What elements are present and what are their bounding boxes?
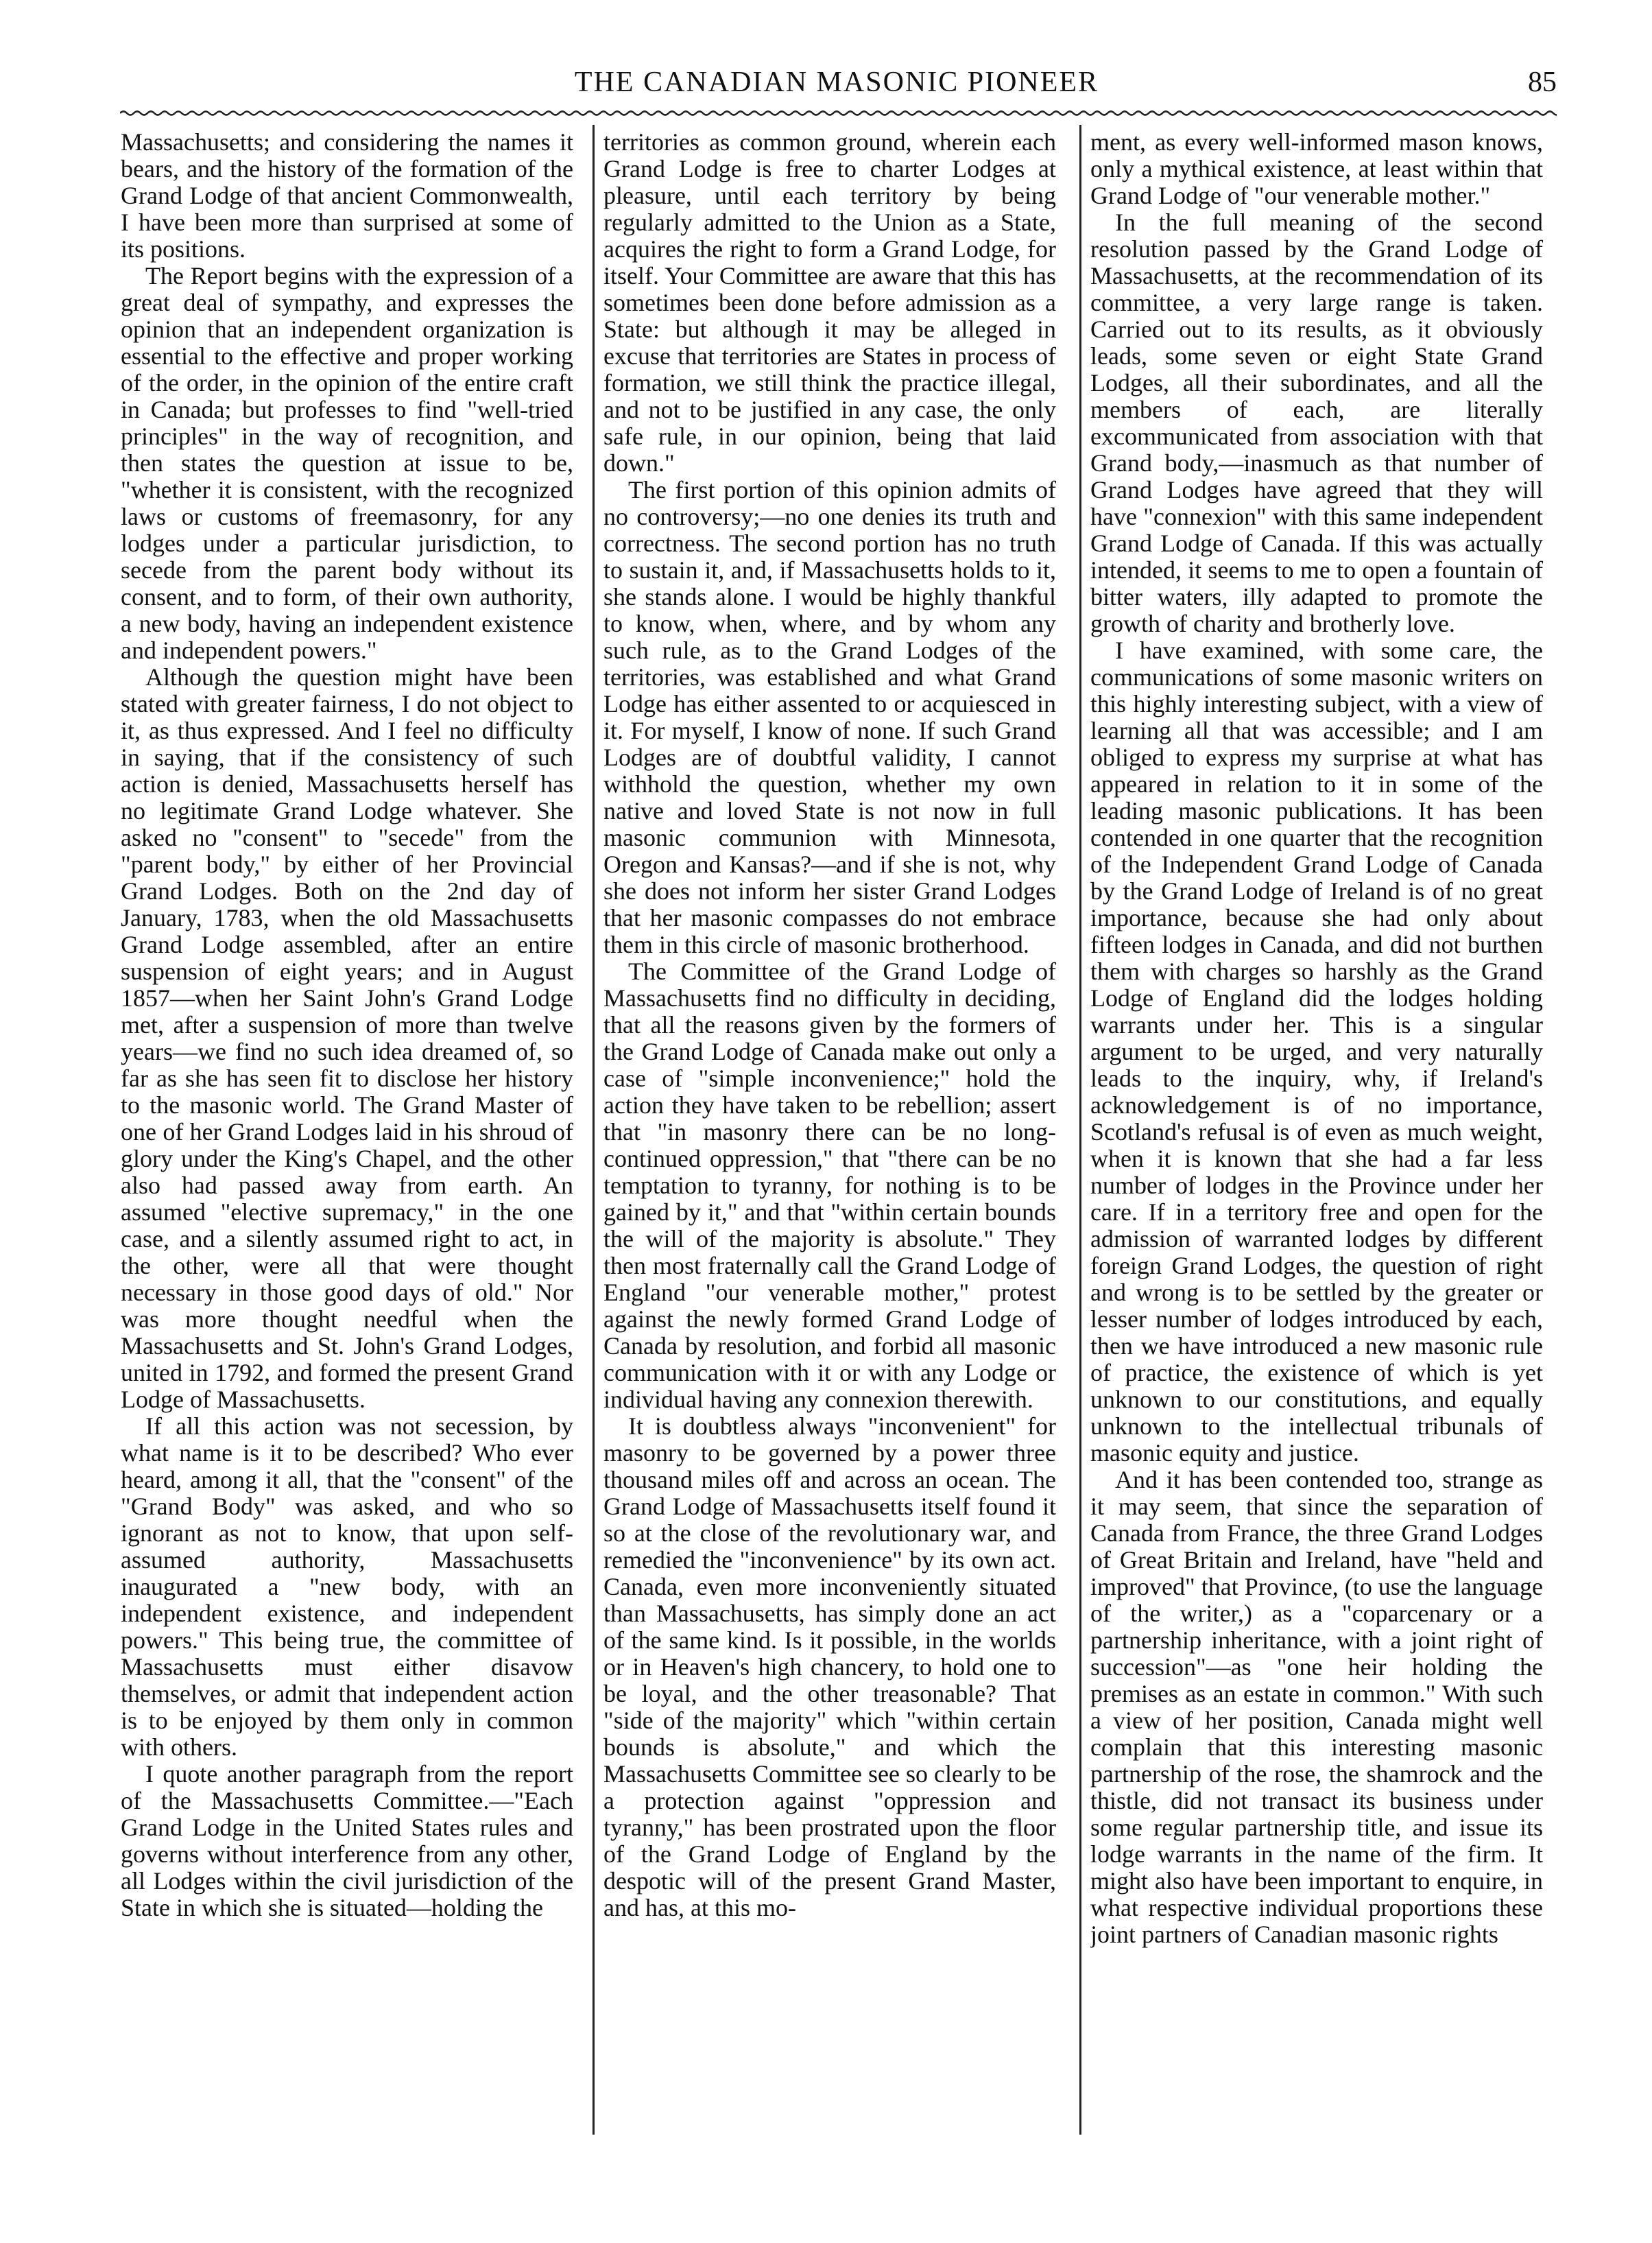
column-middle: [603, 129, 1056, 2142]
column-right: [1090, 129, 1543, 2142]
page-number: 85: [1528, 67, 1557, 98]
wavy-rule: [120, 108, 1557, 118]
paragraph: The first portion of this opinion admits of no controversy;—no one denies its truth and correctness. The second portion has no truth to sustain it, and, if Massachusetts holds to it, she stands alone. I would be highly thankful to know, when, where, and by whom any such rule, as to the Grand Lodges of the territories, was established and what Grand Lodge has either assented to or acquiesced in it. For myself, I know of none. If such Grand Lodges are of doubtful validity, I cannot withhold the question, whether my own native and loved State is not now in full masonic communion with Minnesota, Oregon and Kansas?—and if she is not, why she does not inform her sister Grand Lodges that her masonic compasses do not embrace them in this circle of masonic brotherhood.: [603, 476, 1056, 958]
paragraph: In the full meaning of the second resolution passed by the Grand Lodge of Massachusetts, at the recommendation of its committee, a very large range is taken. Carried out to its results, as it obviously leads, some seven or eight State Grand Lodges, all their subordinates, and all the members of each, are literally excommunicated from association with that Grand body,—inasmuch as that number of Grand Lodges have agreed that they will have "connexion" with this same independent Grand Lodge of Canada. If this was actually intended, it seems to me to open a fountain of bitter waters, illy adapted to promote the growth of charity and brotherly love.: [1090, 209, 1543, 637]
running-title: THE CANADIAN MASONIC PIONEER: [574, 67, 1099, 98]
paragraph: The Report begins with the expression of a great deal of sympathy, and expresses the opinion that an independent organization is essential to the effective and proper working of the order, in the opinion of the entire craft in Canada; but professes to find "well-tried principles" in the way of recognition, and then states the question at issue to be, "whether it is consistent, with the recognized laws or customs of freemasonry, for any lodges under a particular jurisdiction, to secede from the parent body without its consent, and to form, of their own authority, a new body, having an independent existence and independent powers.": [121, 262, 573, 664]
paragraph: Massachusetts; and considering the names it bears, and the history of the formation of the Grand Lodge of that ancient Commonwealth, I have been more than surprised at some of its positions.: [121, 129, 573, 263]
paragraph: If all this action was not secession, by what name is it to be described? Who ever heard, among it all, that the "consent" of the "Grand Body" was asked, and who so ignorant as not to know, that upon self-assumed authority, Massachusetts inaugurated a "new body, with an independent existence, and independent powers." This being true, the committee of Massachusetts must either disavow themselves, or admit that independent action is to be enjoyed by them only in common with others.: [121, 1412, 573, 1761]
column-divider: [592, 125, 595, 2135]
column-left: [121, 129, 573, 2142]
column-divider: [1079, 125, 1081, 2135]
paragraph: I quote another paragraph from the report of the Massachusetts Committee.—"Each Grand Lodge in the United States rules and governs without interference from any other, all Lodges within the civil jurisdiction of the State in which she is situated—holding the: [121, 1760, 573, 1921]
paragraph: It is doubtless always "inconvenient" for masonry to be governed by a power three thousand miles off and across an ocean. The Grand Lodge of Massachusetts itself found it so at the close of the revolutionary war, and remedied the "inconvenience" by its own act. Canada, even more inconveniently situated than Massachusetts, has simply done an act of the same kind. Is it possible, in the worlds or in Heaven's high chancery, to hold one to be loyal, and the other treasonable? That "side of the majority" which "within certain bounds is absolute," and which the Massachusetts Committee see so clearly to be a protection against "oppression and tyranny," has been prostrated upon the floor of the Grand Lodge of England by the despotic will of the present Grand Master, and has, at this mo-: [603, 1412, 1056, 1921]
paragraph: territories as common ground, wherein each Grand Lodge is free to charter Lodges at pleasure, until each territory by being regularly admitted to the Union as a State, acquires the right to form a Grand Lodge, for itself. Your Committee are aware that this has sometimes been done before admission as a State: but although it may be alleged in excuse that territories are States in process of formation, we still think the practice illegal, and not to be justified in any case, the only safe rule, in our opinion, being that laid down.": [603, 129, 1056, 477]
paragraph: Although the question might have been stated with greater fairness, I do not object to it, as thus expressed. And I feel no difficulty in saying, that if the consistency of such action is denied, Massachusetts herself has no legitimate Grand Lodge whatever. She asked no "consent" to "secede" from the "parent body," by either of her Provincial Grand Lodges. Both on the 2nd day of January, 1783, when the old Massachusetts Grand Lodge assembled, after an entire suspension of eight years; and in August 1857—when her Saint John's Grand Lodge met, after a suspension of more than twelve years—we find no such idea dreamed of, so far as she has seen fit to disclose her history to the masonic world. The Grand Master of one of her Grand Lodges laid in his shroud of glory under the King's Chapel, and the other also had passed away from earth. An assumed "elective supremacy," in the one case, and a silently assumed right to act, in the other, were all that were thought necessary in those good days of old." Nor was more thought needful when the Massachusetts and St. John's Grand Lodges, united in 1792, and formed the present Grand Lodge of Massachusetts.: [121, 663, 573, 1413]
paragraph: And it has been contended too, strange as it may seem, that since the separation of Canada from France, the three Grand Lodges of Great Britain and Ireland, have "held and improved" that Province, (to use the language of the writer,) as a "coparcenary or a partnership inheritance, with a joint right of succession"—as "one heir holding the premises as an estate in common." With such a view of her position, Canada might well complain that this interesting masonic partnership of the rose, the shamrock and the thistle, did not transact its business under some regular partnership title, and issue its lodge warrants in the name of the firm. It might also have been important to enquire, in what respective individual proportions these joint partners of Canadian masonic rights: [1090, 1466, 1543, 1948]
paragraph: ment, as every well-informed mason knows, only a mythical existence, at least within that Grand Lodge of "our venerable mother.": [1090, 129, 1543, 209]
paragraph: The Committee of the Grand Lodge of Massachusetts find no difficulty in deciding, that all the reasons given by the formers of the Grand Lodge of Canada make out only a case of "simple inconvenience;" hold the action they have taken to be rebellion; assert that "in masonry there can be no long-continued oppression," that "there can be no temptation to tyranny, for nothing is to be gained by it," and that "within certain bounds the will of the majority is absolute." They then most fraternally call the Grand Lodge of England "our venerable mother," protest against the newly formed Grand Lodge of Canada by resolution, and forbid all masonic communication with it or with any Lodge or individual having any connexion therewith.: [603, 958, 1056, 1413]
running-head: [117, 66, 1557, 107]
paragraph: I have examined, with some care, the communications of some masonic writers on this highly interesting subject, with a view of learning all that was accessible; and I am obliged to express my surprise at what has appeared in relation to it in some of the leading masonic publications. It has been contended in one quarter that the recognition of the Independent Grand Lodge of Canada by the Grand Lodge of Ireland is of no great importance, because she had only about fifteen lodges in Canada, and did not burthen them with charges so harshly as the Grand Lodge of England did the lodges holding warrants under her. This is a singular argument to be urged, and very naturally leads to the inquiry, why, if Ireland's acknowledgement is of no importance, Scotland's refusal is of even as much weight, when it is known that she had a far less number of lodges in the Province under her care. If in a territory free and open for the admission of warranted lodges by different foreign Grand Lodges, the question of right and wrong is to be settled by the greater or lesser number of lodges introduced by each, then we have introduced a new masonic rule of practice, the existence of which is yet unknown to our constitutions, and equally unknown to the intellectual tribunals of masonic equity and justice.: [1090, 637, 1543, 1467]
